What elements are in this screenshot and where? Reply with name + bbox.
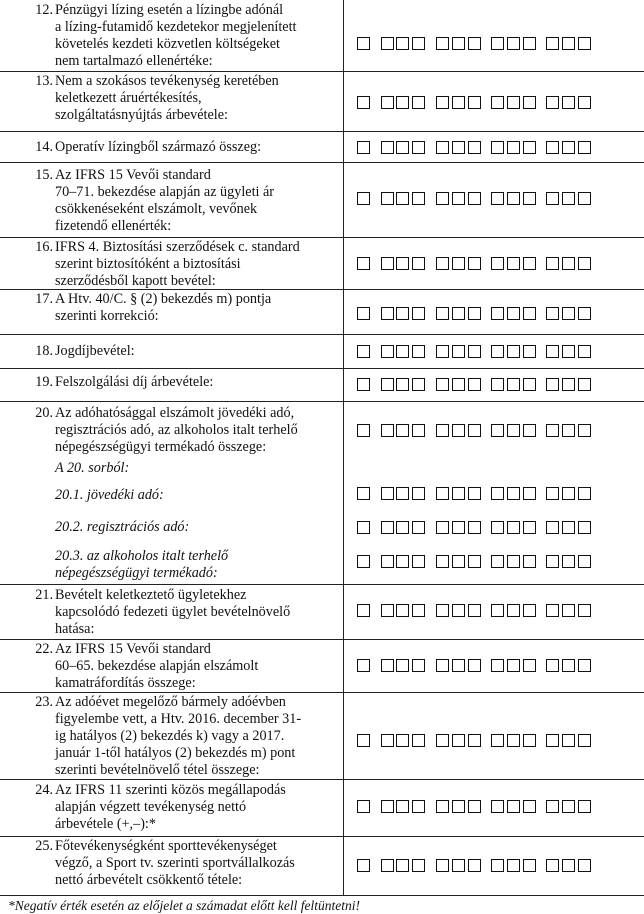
- digit-box[interactable]: [562, 141, 575, 154]
- digit-box[interactable]: [381, 487, 394, 500]
- digit-box[interactable]: [491, 257, 504, 270]
- digit-box[interactable]: [357, 734, 370, 747]
- digit-box[interactable]: [412, 37, 425, 50]
- digit-box[interactable]: [523, 378, 536, 391]
- digit-box[interactable]: [412, 307, 425, 320]
- digit-box[interactable]: [357, 192, 370, 205]
- digit-box[interactable]: [523, 307, 536, 320]
- digit-box[interactable]: [562, 859, 575, 872]
- digit-box[interactable]: [357, 521, 370, 534]
- digit-box[interactable]: [357, 257, 370, 270]
- digit-box[interactable]: [468, 141, 481, 154]
- digit-box[interactable]: [468, 800, 481, 813]
- digit-box[interactable]: [396, 192, 409, 205]
- digit-box[interactable]: [412, 487, 425, 500]
- digit-box[interactable]: [491, 192, 504, 205]
- digit-box[interactable]: [452, 734, 465, 747]
- digit-box[interactable]: [396, 800, 409, 813]
- digit-box[interactable]: [452, 659, 465, 672]
- digit-box[interactable]: [381, 859, 394, 872]
- row-label: Operatív lízingből származó összeg:: [55, 139, 262, 155]
- row-label: Pénzügyi lízing esetén a lízingbe adónál a lízing-futamidő kezdetekor megjelenített követelés kezdeti közvetlen költségeket nem tartalmazó ellenértéke:: [55, 2, 297, 69]
- digit-box[interactable]: [546, 424, 559, 437]
- row-label: Nem a szokásos tevékenység keretében keletkezett áruértékesítés, szolgáltatásnyújtás árbevétele:: [55, 73, 279, 123]
- digit-box[interactable]: [578, 734, 591, 747]
- digit-box[interactable]: [507, 859, 520, 872]
- row-label: 20.3. az alkoholos italt terhelő népegészségügyi termékadó:: [55, 548, 229, 581]
- digit-box[interactable]: [452, 800, 465, 813]
- digit-box[interactable]: [507, 307, 520, 320]
- digit-box[interactable]: [546, 487, 559, 500]
- digit-box[interactable]: [436, 800, 449, 813]
- digit-box[interactable]: [546, 307, 559, 320]
- digit-box[interactable]: [412, 141, 425, 154]
- row-divider: [0, 334, 644, 335]
- digit-box[interactable]: [357, 345, 370, 358]
- row-label: Az IFRS 11 szerinti közös megállapodás alapján végzett tevékenység nettó árbevétele (+,–):*: [55, 782, 286, 832]
- digit-box[interactable]: [578, 859, 591, 872]
- digit-box[interactable]: [452, 604, 465, 617]
- digit-box[interactable]: [452, 378, 465, 391]
- row-number: 22.: [35, 641, 53, 657]
- column-divider: [343, 0, 344, 895]
- digit-box[interactable]: [562, 424, 575, 437]
- digit-box[interactable]: [523, 141, 536, 154]
- digit-box[interactable]: [468, 521, 481, 534]
- digit-box[interactable]: [412, 859, 425, 872]
- row-divider: [0, 289, 644, 290]
- digit-box[interactable]: [436, 378, 449, 391]
- row-divider: [0, 895, 644, 896]
- digit-box[interactable]: [396, 307, 409, 320]
- digit-box[interactable]: [396, 734, 409, 747]
- row-divider: [0, 237, 644, 238]
- digit-box[interactable]: [381, 555, 394, 568]
- digit-box[interactable]: [412, 800, 425, 813]
- row-divider: [0, 584, 644, 585]
- digit-box[interactable]: [546, 345, 559, 358]
- digit-box[interactable]: [436, 141, 449, 154]
- digit-box[interactable]: [546, 800, 559, 813]
- row-label: Az adóhatósággal elszámolt jövedéki adó, regisztrációs adó, az alkoholos italt terhelő népegészségügyi termékadó összege:: [55, 405, 298, 455]
- digit-box[interactable]: [562, 345, 575, 358]
- digit-box[interactable]: [436, 424, 449, 437]
- digit-box[interactable]: [562, 307, 575, 320]
- digit-box[interactable]: [523, 257, 536, 270]
- digit-box[interactable]: [452, 555, 465, 568]
- row-label: Az IFRS 15 Vevői standard 60–65. bekezdése alapján elszámolt kamatráfordítás összege:: [55, 641, 259, 691]
- digit-box[interactable]: [491, 555, 504, 568]
- digit-box[interactable]: [412, 424, 425, 437]
- digit-box[interactable]: [412, 604, 425, 617]
- digit-box[interactable]: [578, 555, 591, 568]
- digit-box[interactable]: [452, 487, 465, 500]
- row-number: 20.: [35, 405, 53, 421]
- digit-box[interactable]: [523, 345, 536, 358]
- digit-box[interactable]: [507, 37, 520, 50]
- digit-box[interactable]: [357, 487, 370, 500]
- row-label: 20.1. jövedéki adó:: [55, 487, 164, 503]
- digit-box[interactable]: [381, 37, 394, 50]
- row-divider: [0, 639, 644, 640]
- digit-box[interactable]: [468, 37, 481, 50]
- row-label: Jogdíjbevétel:: [55, 343, 135, 359]
- digit-box[interactable]: [562, 800, 575, 813]
- digit-box[interactable]: [491, 424, 504, 437]
- digit-box[interactable]: [562, 487, 575, 500]
- digit-box[interactable]: [562, 192, 575, 205]
- digit-box[interactable]: [523, 192, 536, 205]
- digit-box[interactable]: [452, 424, 465, 437]
- digit-box[interactable]: [436, 345, 449, 358]
- digit-box[interactable]: [396, 257, 409, 270]
- digit-box[interactable]: [468, 424, 481, 437]
- digit-box[interactable]: [523, 555, 536, 568]
- digit-box[interactable]: [523, 96, 536, 109]
- row-divider: [0, 836, 644, 837]
- digit-box[interactable]: [578, 257, 591, 270]
- row-number: 15.: [35, 167, 53, 183]
- digit-box[interactable]: [381, 604, 394, 617]
- digit-box[interactable]: [436, 659, 449, 672]
- digit-box[interactable]: [507, 659, 520, 672]
- digit-box[interactable]: [396, 859, 409, 872]
- digit-box[interactable]: [357, 859, 370, 872]
- digit-box[interactable]: [523, 424, 536, 437]
- digit-box[interactable]: [412, 659, 425, 672]
- row-label: Az adóévet megelőző bármely adóévben figyelembe vett, a Htv. 2016. december 31- ig hatályos (2) bekezdés k) vagy a 2017. január 1-től hatályos (2) bekezdés m) pont szerinti bevételnövelő tétel összege:: [55, 694, 302, 778]
- digit-box[interactable]: [562, 96, 575, 109]
- digit-box[interactable]: [562, 734, 575, 747]
- digit-box[interactable]: [357, 307, 370, 320]
- digit-box[interactable]: [412, 521, 425, 534]
- digit-box[interactable]: [412, 378, 425, 391]
- digit-box[interactable]: [468, 257, 481, 270]
- digit-box[interactable]: [546, 555, 559, 568]
- digit-box[interactable]: [396, 141, 409, 154]
- digit-box[interactable]: [436, 555, 449, 568]
- digit-box[interactable]: [396, 521, 409, 534]
- digit-box[interactable]: [381, 424, 394, 437]
- row-label: Főtevékenységként sporttevékenységet végző, a Sport tv. szerinti sportvállalkozás nettó árbevételt csökkentő tétele:: [55, 838, 295, 888]
- digit-box[interactable]: [562, 555, 575, 568]
- digit-box[interactable]: [578, 659, 591, 672]
- digit-box[interactable]: [578, 37, 591, 50]
- digit-box[interactable]: [381, 378, 394, 391]
- digit-box[interactable]: [468, 604, 481, 617]
- digit-box[interactable]: [396, 37, 409, 50]
- digit-box[interactable]: [546, 604, 559, 617]
- row-divider: [0, 779, 644, 780]
- digit-box[interactable]: [507, 96, 520, 109]
- row-number: 24.: [35, 782, 53, 798]
- row-number: 17.: [35, 291, 53, 307]
- digit-box[interactable]: [491, 734, 504, 747]
- digit-box[interactable]: [436, 521, 449, 534]
- row-number: 23.: [35, 694, 53, 710]
- digit-box[interactable]: [546, 192, 559, 205]
- digit-box[interactable]: [381, 96, 394, 109]
- digit-box[interactable]: [436, 487, 449, 500]
- digit-box[interactable]: [436, 859, 449, 872]
- digit-box[interactable]: [381, 192, 394, 205]
- row-number: 12.: [35, 2, 53, 18]
- digit-box[interactable]: [412, 555, 425, 568]
- digit-box[interactable]: [562, 378, 575, 391]
- digit-box[interactable]: [468, 659, 481, 672]
- digit-box[interactable]: [468, 307, 481, 320]
- row-number: 14.: [35, 139, 53, 155]
- digit-box[interactable]: [436, 734, 449, 747]
- row-number: 21.: [35, 587, 53, 603]
- digit-box[interactable]: [436, 307, 449, 320]
- digit-box[interactable]: [562, 521, 575, 534]
- digit-box[interactable]: [357, 604, 370, 617]
- digit-box[interactable]: [562, 659, 575, 672]
- digit-box[interactable]: [578, 96, 591, 109]
- digit-box[interactable]: [468, 378, 481, 391]
- digit-box[interactable]: [436, 257, 449, 270]
- digit-box[interactable]: [523, 37, 536, 50]
- digit-box[interactable]: [452, 192, 465, 205]
- row-divider: [0, 401, 644, 402]
- digit-box[interactable]: [523, 604, 536, 617]
- digit-box[interactable]: [357, 141, 370, 154]
- digit-box[interactable]: [578, 424, 591, 437]
- row-number: 25.: [35, 838, 53, 854]
- digit-box[interactable]: [507, 378, 520, 391]
- digit-box[interactable]: [468, 96, 481, 109]
- digit-box[interactable]: [546, 859, 559, 872]
- digit-box[interactable]: [357, 800, 370, 813]
- row-label: A 20. sorból:: [55, 460, 130, 476]
- digit-box[interactable]: [578, 378, 591, 391]
- digit-box[interactable]: [507, 487, 520, 500]
- digit-box[interactable]: [357, 37, 370, 50]
- digit-box[interactable]: [546, 659, 559, 672]
- digit-box[interactable]: [436, 37, 449, 50]
- digit-box[interactable]: [491, 96, 504, 109]
- digit-box[interactable]: [523, 800, 536, 813]
- digit-box[interactable]: [491, 345, 504, 358]
- row-label: A Htv. 40/C. § (2) bekezdés m) pontja szerinti korrekció:: [55, 291, 272, 324]
- digit-box[interactable]: [452, 37, 465, 50]
- digit-box[interactable]: [396, 555, 409, 568]
- digit-box[interactable]: [507, 257, 520, 270]
- digit-box[interactable]: [507, 555, 520, 568]
- digit-box[interactable]: [357, 555, 370, 568]
- digit-box[interactable]: [523, 859, 536, 872]
- row-divider: [0, 162, 644, 163]
- digit-box[interactable]: [578, 521, 591, 534]
- digit-box[interactable]: [357, 378, 370, 391]
- digit-box[interactable]: [578, 141, 591, 154]
- row-label: Felszolgálási díj árbevétele:: [55, 374, 214, 390]
- row-number: 19.: [35, 374, 53, 390]
- digit-box[interactable]: [523, 521, 536, 534]
- row-divider: [0, 368, 644, 369]
- digit-box[interactable]: [381, 307, 394, 320]
- digit-box[interactable]: [578, 307, 591, 320]
- digit-box[interactable]: [491, 604, 504, 617]
- row-label: Az IFRS 15 Vevői standard 70–71. bekezdése alapján az ügyleti ár csökkenéseként elszámolt, vevőnek fizetendő ellenérték:: [55, 167, 275, 234]
- digit-box[interactable]: [578, 192, 591, 205]
- digit-box[interactable]: [507, 734, 520, 747]
- digit-box[interactable]: [436, 192, 449, 205]
- digit-box[interactable]: [452, 257, 465, 270]
- digit-box[interactable]: [452, 307, 465, 320]
- digit-box[interactable]: [357, 659, 370, 672]
- digit-box[interactable]: [491, 141, 504, 154]
- digit-box[interactable]: [436, 96, 449, 109]
- digit-box[interactable]: [396, 345, 409, 358]
- digit-box[interactable]: [491, 859, 504, 872]
- row-label: 20.2. regisztrációs adó:: [55, 519, 190, 535]
- digit-box[interactable]: [436, 604, 449, 617]
- digit-box[interactable]: [468, 734, 481, 747]
- digit-box[interactable]: [546, 141, 559, 154]
- digit-box[interactable]: [578, 604, 591, 617]
- row-divider: [0, 692, 644, 693]
- digit-box[interactable]: [507, 345, 520, 358]
- digit-box[interactable]: [468, 345, 481, 358]
- digit-box[interactable]: [491, 307, 504, 320]
- digit-box[interactable]: [412, 734, 425, 747]
- digit-box[interactable]: [491, 521, 504, 534]
- digit-box[interactable]: [491, 800, 504, 813]
- digit-box[interactable]: [381, 141, 394, 154]
- digit-box[interactable]: [507, 604, 520, 617]
- digit-box[interactable]: [468, 859, 481, 872]
- digit-box[interactable]: [507, 141, 520, 154]
- digit-box[interactable]: [546, 257, 559, 270]
- digit-box[interactable]: [468, 192, 481, 205]
- digit-box[interactable]: [491, 378, 504, 391]
- digit-box[interactable]: [452, 141, 465, 154]
- digit-box[interactable]: [412, 96, 425, 109]
- digit-box[interactable]: [381, 800, 394, 813]
- row-number: 18.: [35, 343, 53, 359]
- row-label: Bevételt keletkeztető ügyletekhez kapcsolódó fedezeti ügylet bevételnövelő hatása:: [55, 587, 291, 637]
- footnote: *Negatív érték esetén az előjelet a számadat előtt kell feltüntetni!: [8, 898, 361, 913]
- digit-box[interactable]: [546, 734, 559, 747]
- digit-box[interactable]: [396, 487, 409, 500]
- digit-box[interactable]: [412, 345, 425, 358]
- row-divider: [0, 71, 644, 72]
- digit-box[interactable]: [381, 659, 394, 672]
- digit-box[interactable]: [546, 521, 559, 534]
- digit-box[interactable]: [381, 734, 394, 747]
- row-number: 13.: [35, 73, 53, 89]
- digit-box[interactable]: [507, 424, 520, 437]
- digit-box[interactable]: [523, 659, 536, 672]
- digit-box[interactable]: [507, 521, 520, 534]
- digit-box[interactable]: [578, 487, 591, 500]
- digit-box[interactable]: [507, 192, 520, 205]
- digit-box[interactable]: [452, 859, 465, 872]
- digit-box[interactable]: [381, 257, 394, 270]
- digit-box[interactable]: [507, 800, 520, 813]
- digit-box[interactable]: [546, 378, 559, 391]
- digit-box[interactable]: [578, 800, 591, 813]
- digit-box[interactable]: [412, 192, 425, 205]
- digit-box[interactable]: [562, 257, 575, 270]
- digit-box[interactable]: [546, 96, 559, 109]
- digit-box[interactable]: [523, 734, 536, 747]
- digit-box[interactable]: [468, 487, 481, 500]
- digit-box[interactable]: [578, 345, 591, 358]
- digit-box[interactable]: [523, 487, 536, 500]
- row-label: IFRS 4. Biztosítási szerződések c. standard szerint biztosítóként a biztosítási szerződésből kapott bevétel:: [55, 239, 300, 289]
- digit-box[interactable]: [468, 555, 481, 568]
- digit-box[interactable]: [396, 604, 409, 617]
- row-divider: [0, 131, 644, 132]
- digit-box[interactable]: [491, 487, 504, 500]
- digit-box[interactable]: [357, 96, 370, 109]
- digit-box[interactable]: [412, 257, 425, 270]
- digit-box[interactable]: [546, 37, 559, 50]
- digit-box[interactable]: [396, 378, 409, 391]
- row-number: 16.: [35, 239, 53, 255]
- digit-box[interactable]: [452, 521, 465, 534]
- digit-box[interactable]: [396, 659, 409, 672]
- digit-box[interactable]: [381, 345, 394, 358]
- digit-box[interactable]: [381, 521, 394, 534]
- digit-box[interactable]: [491, 659, 504, 672]
- digit-box[interactable]: [562, 37, 575, 50]
- digit-box[interactable]: [452, 96, 465, 109]
- digit-box[interactable]: [357, 424, 370, 437]
- digit-box[interactable]: [491, 37, 504, 50]
- digit-box[interactable]: [562, 604, 575, 617]
- digit-box[interactable]: [396, 96, 409, 109]
- digit-box[interactable]: [396, 424, 409, 437]
- digit-box[interactable]: [452, 345, 465, 358]
